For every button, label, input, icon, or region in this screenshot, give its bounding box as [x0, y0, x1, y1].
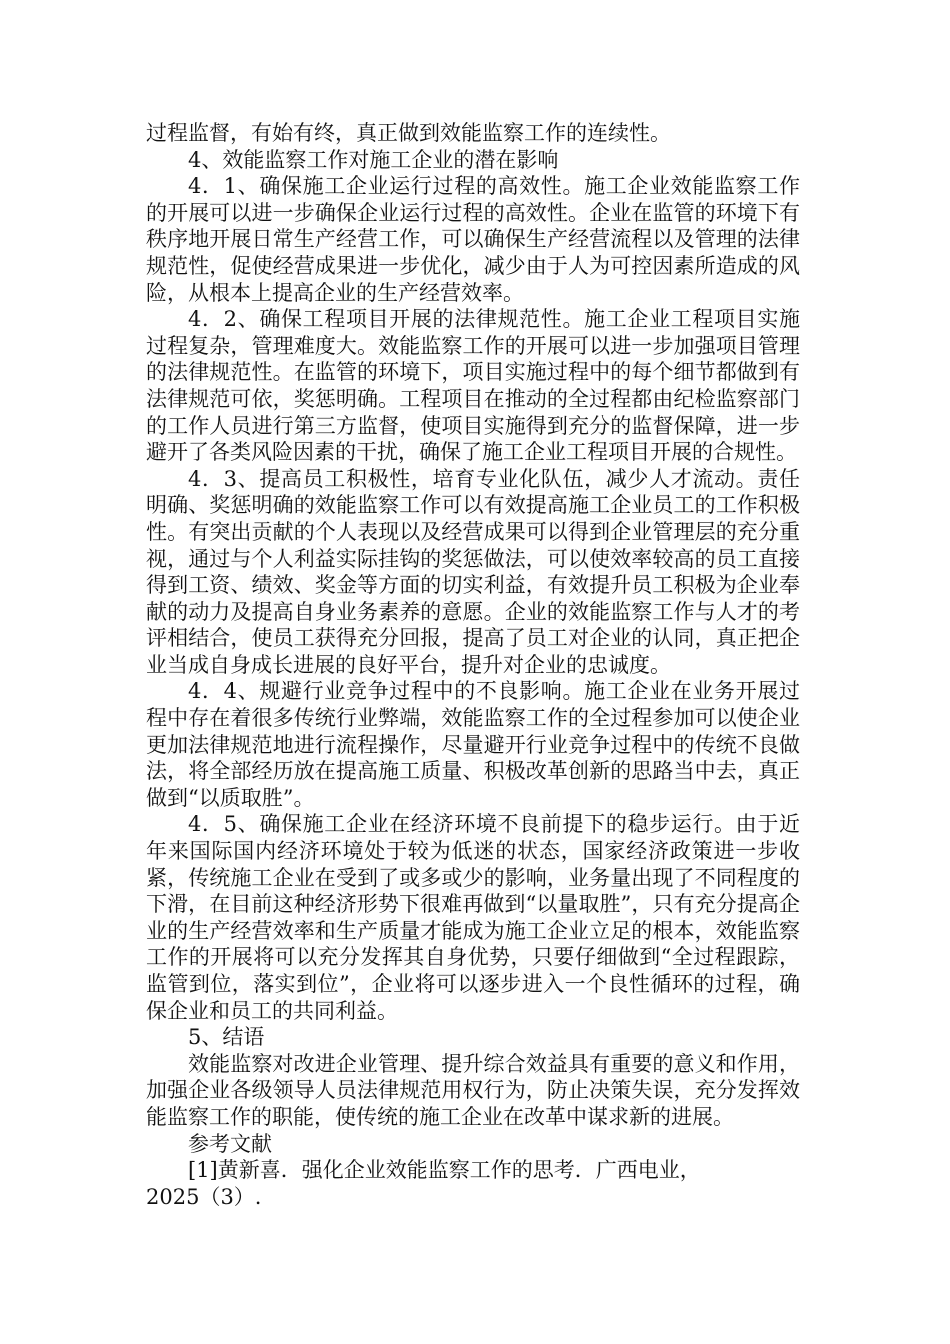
document-page — [146, 120, 800, 1210]
reference-item-line-1: [1]黄新喜．强化企业效能监察工作的思考．广西电业， — [188, 1158, 701, 1183]
section-heading-4: 4、效能监察工作对施工企业的潜在影响 — [188, 147, 559, 172]
section-heading-5: 5、结语 — [188, 1025, 265, 1050]
reference-item-line-2: 2025（3）. — [146, 1184, 262, 1209]
paragraph-conclusion: 效能监察对改进企业管理、提升综合效益具有重要的意义和作用，加强企业各级领导人员法律规范用权行为，防止决策失误，充分发挥效能监察工作的职能，使传统的施工企业在改革中谋求新的进展。 — [146, 1051, 800, 1129]
paragraph-4-2: 4．2、确保工程项目开展的法律规范性。施工企业工程项目实施过程复杂，管理难度大。效能监察工作的开展可以进一步加强项目管理的法律规范性。在监管的环境下，项目实施过程中的每个细节都做到有法律规范可依，奖惩明确。工程项目在推动的全过程都由纪检监察部门的工作人员进行第三方监督，使项目实施得到充分的监督保障，进一步避开了各类风险因素的干扰，确保了施工企业工程项目开展的合规性。 — [146, 307, 800, 465]
paragraph-continuation: 过程监督，有始有终，真正做到效能监察工作的连续性。 — [146, 121, 671, 145]
paragraph-4-5: 4．5、确保施工企业在经济环境不良前提下的稳步运行。由于近年来国际国内经济环境处于较为低迷的状态，国家经济政策进一步收紧，传统施工企业在受到了或多或少的影响，业务量出现了不同程度的下滑，在目前这种经济形势下很难再做到“以量取胜”，只有充分提高企业的生产经营效率和生产质量才能成为施工企业立足的根本，效能监察工作的开展将可以充分发挥其自身优势，只要仔细做到“全过程跟踪，监管到位，落实到位”，企业将可以逐步进入一个良性循环的过程，确保企业和员工的共同利益。 — [146, 812, 800, 1023]
paragraph-4-3: 4．3、提高员工积极性，培育专业化队伍，减少人才流动。责任明确、奖惩明确的效能监察工作可以有效提高施工企业员工的工作积极性。有突出贡献的个人表现以及经营成果可以得到企业管理层的充分重视，通过与个人利益实际挂钩的奖惩做法，可以使效率较高的员工直接得到工资、绩效、奖金等方面的切实利益，有效提升员工积极为企业奉献的动力及提高自身业务素养的意愿。企业的效能监察工作与人才的考评相结合，使员工获得充分回报，提高了员工对企业的认同，真正把企业当成自身成长进展的良好平台，提升对企业的忠诚度。 — [146, 466, 800, 677]
references-heading: 参考文献 — [188, 1131, 272, 1156]
paragraph-4-4: 4．4、规避行业竞争过程中的不良影响。施工企业在业务开展过程中存在着很多传统行业弊端，效能监察工作的全过程参加可以使企业更加法律规范地进行流程操作，尽量避开行业竞争过程中的传统不良做法，将全部经历放在提高施工质量、积极改革创新的思路当中去，真正做到“以质取胜”。 — [146, 679, 800, 810]
paragraph-4-1: 4．1、确保施工企业运行过程的高效性。施工企业效能监察工作的开展可以进一步确保企业运行过程的高效性。企业在监管的环境下有秩序地开展日常生产经营工作，可以确保生产经营流程以及管理的法律规范性，促使经营成果进一步优化，减少由于人为可控因素所造成的风险，从根本上提高企业的生产经营效率。 — [146, 174, 800, 305]
